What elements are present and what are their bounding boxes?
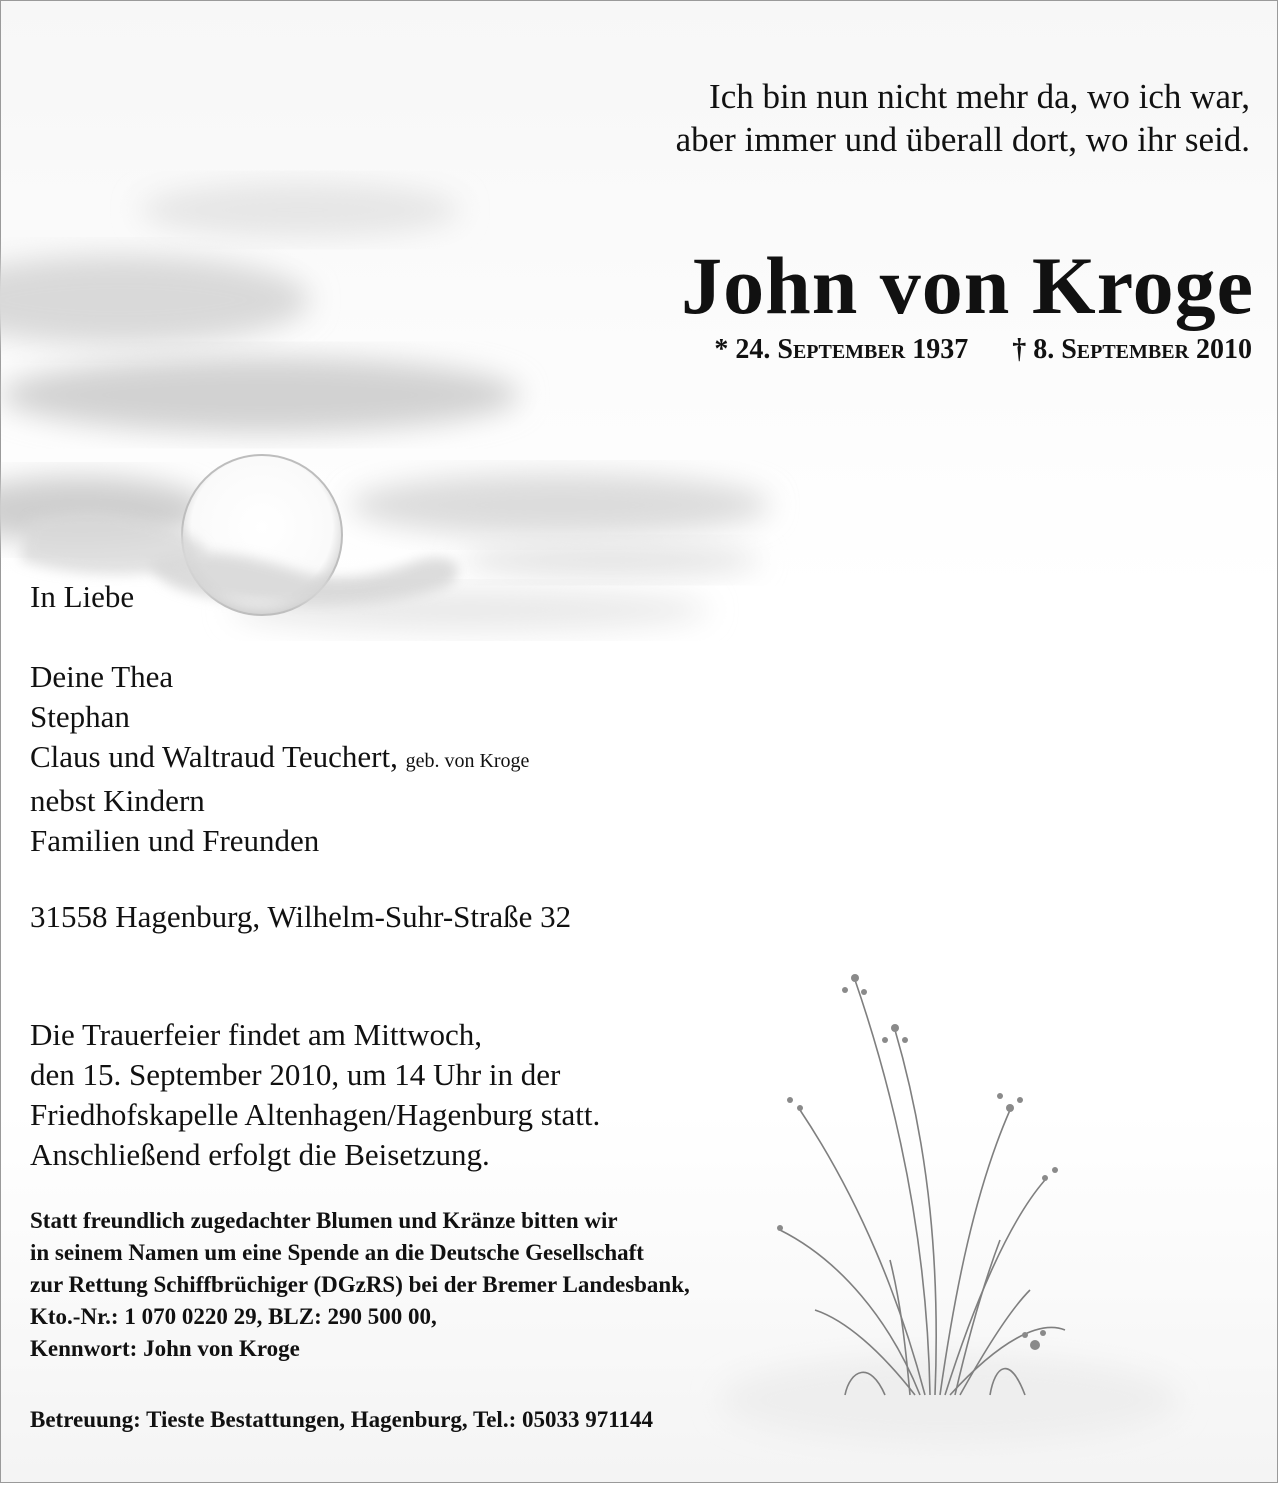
ceremony-line: Anschließend erfolgt die Beisetzung. xyxy=(30,1137,490,1172)
donation-line: Kto.-Nr.: 1 070 0220 29, BLZ: 290 500 00, xyxy=(30,1304,437,1329)
cross-icon: † xyxy=(1012,334,1027,365)
donation-line: Kennwort: John von Kroge xyxy=(30,1336,300,1361)
mourners-list xyxy=(30,657,529,861)
death-month: September xyxy=(1061,334,1189,365)
mourner-name: Deine Thea xyxy=(30,659,174,694)
ceremony-line: Friedhofskapelle Altenhagen/Hagenburg statt. xyxy=(30,1097,601,1132)
funeral-home-footer: Betreuung: Tieste Bestattungen, Hagenburg, Tel.: 05033 971144 xyxy=(30,1407,653,1432)
moon-clouds-illustration xyxy=(0,182,770,632)
donation-line: zur Rettung Schiffbrüchiger (DGzRS) bei der Bremer Landesbank, xyxy=(30,1272,690,1297)
mourner-name: nebst Kindern xyxy=(30,783,205,818)
mourner-name: Claus und Waltraud Teuchert, xyxy=(30,739,398,774)
donation-line: in seinem Namen um eine Spende an die Deutsche Gesellschaft xyxy=(30,1240,644,1265)
birth-day: 24. xyxy=(735,334,771,365)
maiden-name-note: geb. von Kroge xyxy=(405,750,530,772)
mourner-name: Familien und Freunden xyxy=(30,823,320,858)
life-dates xyxy=(714,334,1252,366)
ceremony-line: den 15. September 2010, um 14 Uhr in der xyxy=(30,1057,561,1092)
death-day: 8. xyxy=(1033,334,1055,365)
ceremony-line: Die Trauerfeier findet am Mittwoch, xyxy=(30,1017,482,1052)
death-year: 2010 xyxy=(1196,334,1252,365)
donation-request xyxy=(30,1205,690,1365)
mourner-name-with-note xyxy=(30,737,529,781)
birth-symbol: * xyxy=(714,334,729,365)
quote-line-2: aber immer und überall dort, wo ihr seid. xyxy=(675,120,1250,159)
mourners-intro: In Liebe xyxy=(30,579,135,614)
birth-year: 1937 xyxy=(912,334,969,365)
donation-line: Statt freundlich zugedachter Blumen und Kränze bitten wir xyxy=(30,1208,618,1233)
deceased-name: John von Kroge xyxy=(681,240,1254,331)
grass-plant-illustration xyxy=(720,974,1180,1445)
memorial-quote xyxy=(676,75,1250,161)
ceremony-info xyxy=(30,1015,600,1175)
birth-month: September xyxy=(777,334,906,365)
mourners-address: 31558 Hagenburg, Wilhelm-Suhr-Straße 32 xyxy=(30,899,572,934)
mourner-name: Stephan xyxy=(30,699,130,734)
quote-line-1: Ich bin nun nicht mehr da, wo ich war, xyxy=(709,77,1250,116)
